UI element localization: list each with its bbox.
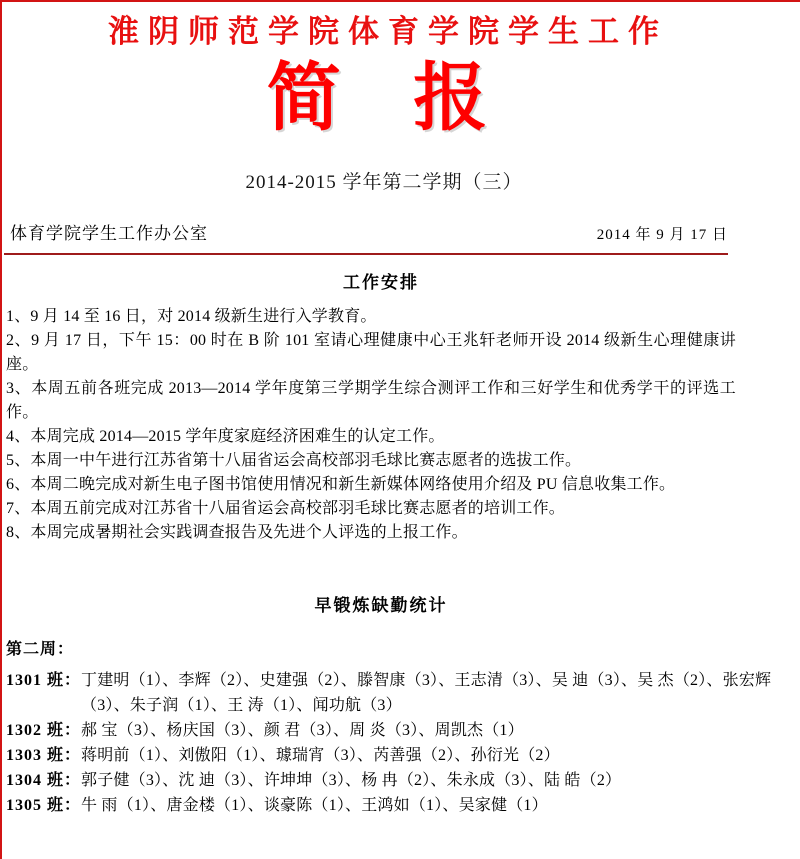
table-row xyxy=(6,793,780,818)
class-label: 1305 班： xyxy=(6,796,82,814)
table-row xyxy=(6,743,780,768)
class-label: 1303 班： xyxy=(6,746,82,764)
class-label: 1301 班： xyxy=(6,671,82,689)
table-row xyxy=(6,718,780,743)
table-row xyxy=(6,668,780,718)
class-absentee-names: 丁建明（1）、李辉（2）、史建强（2）、滕智康（3）、王志清（3）、吴 迪（3）、吴 杰（2）、张宏辉（3）、朱子润（1）、王 涛（1）、闻功航（3） xyxy=(81,671,772,714)
attendance-section-heading: 早锻炼缺勤统计 xyxy=(314,595,448,615)
class-absentee-names: 牛 雨（1）、唐金楼（1）、谈豪陈（1）、王鸿如（1）、吴家健（1） xyxy=(81,796,548,814)
banner-title: 淮阴师范学院体育学院学生工作 xyxy=(108,14,668,49)
table-row xyxy=(6,768,780,793)
class-absentee-names: 蒋明前（1）、刘傲阳（1）、璩瑞宵（3）、芮善强（2）、孙衍光（2） xyxy=(81,746,560,764)
work-item: 5、本周一中午进行江苏省第十八届省运会高校部羽毛球比赛志愿者的选拔工作。 xyxy=(6,451,582,469)
class-label: 1302 班： xyxy=(6,721,82,739)
class-absentee-names: 郭子健（3）、沈 迪（3）、许坤坤（3）、杨 冉（2）、朱永成（3）、陆 皓（2） xyxy=(81,771,622,789)
work-section-heading: 工作安排 xyxy=(343,272,419,292)
work-item: 8、本周完成暑期社会实践调查报告及先进个人评选的上报工作。 xyxy=(6,523,468,541)
issue-line: 2014-2015 学年第二学期（三） xyxy=(245,171,523,193)
work-item-list xyxy=(2,293,800,545)
work-item: 7、本周五前完成对江苏省十八届省运会高校部羽毛球比赛志愿者的培训工作。 xyxy=(6,499,566,517)
work-item: 6、本周二晚完成对新生电子图书馆使用情况和新生新媒体网络使用介绍及 PU 信息收集工作。 xyxy=(6,475,676,493)
work-item: 1、9 月 14 至 16 日，对 2014 级新生进行入学教育。 xyxy=(6,307,377,325)
issuing-office: 体育学院学生工作办公室 xyxy=(10,223,208,243)
work-item: 2、9 月 17 日，下午 15：00 时在 B 阶 101 室请心理健康中心王兆轩老师开设 2014 级新生心理健康讲座。 xyxy=(6,331,736,373)
work-item: 4、本周完成 2014—2015 学年度家庭经济困难生的认定工作。 xyxy=(6,427,445,445)
week-label: 第二周： xyxy=(6,640,75,658)
class-label: 1304 班： xyxy=(6,771,82,789)
work-item: 3、本周五前各班完成 2013—2014 学年度第三学期学生综合测评工作和三好学生和优秀学干的评选工作。 xyxy=(6,379,736,421)
attendance-class-list xyxy=(2,659,800,818)
issue-date: 2014 年 9 月 17 日 xyxy=(596,226,728,243)
meta-row xyxy=(2,194,800,244)
class-absentee-names: 郝 宝（3）、杨庆国（3）、颜 君（3）、周 炎（3）、周凯杰（1） xyxy=(81,721,524,739)
masthead-title: 简 报 xyxy=(266,56,514,139)
page-inner xyxy=(2,2,800,818)
